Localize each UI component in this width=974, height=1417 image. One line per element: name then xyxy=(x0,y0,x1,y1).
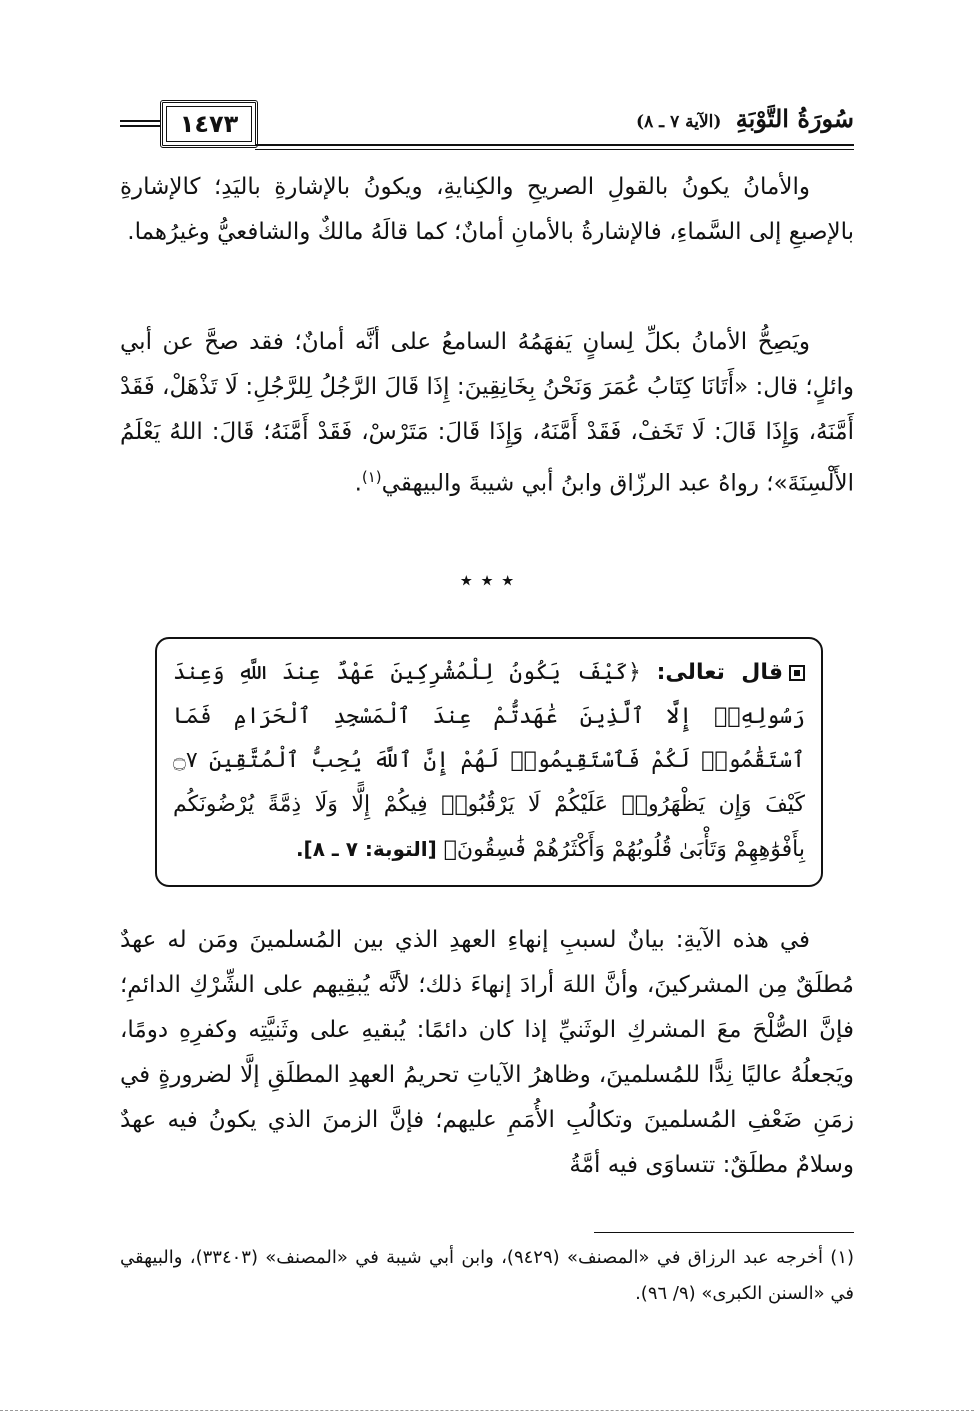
paragraph-2: ويَصِحُّ الأمانُ بكلِّ لِسانٍ يَفهَمُهُ السامعُ على أنَّه أمانٌ؛ فقد صحَّ عن أبي وائلٍ؛ قال: «أَتَانَا كِتَابُ عُمَرَ وَنَحْنُ بِخَانِقِينَ: إِذَا قَالَ الرَّجُلُ لِلرَّجُلِ: لَا تَذْهَلْ، فَقَدْ أَمَّنَهُ، وَإِذَا قَالَ: لَا تَخَفْ، فَقَدْ أَمَّنَهُ، وَإِذَا قَالَ: مَتَرْسْ، فَقَدْ أَمَّنَهُ؛ قَالَ: اللهُ يَعْلَمُ الأَلْسِنَةَ»؛ رواهُ عبد الرزّاق وابنُ أبي شيبةَ والبيهقي$^{(١)}$. xyxy=(120,329,854,497)
page-number-box xyxy=(160,100,258,148)
footnote-separator xyxy=(594,1232,854,1233)
footnote xyxy=(120,1240,854,1312)
ornament-icon xyxy=(789,665,805,681)
verse-text: ﴿كَيْفَ يَكُونُ لِلْمُشْرِكِينَ عَهْدٌ عِندَ اللَّهِ وَعِندَ رَسُولِهِۦٓ إِلَّا ٱلَّذِينَ عَٰهَدتُّمْ عِندَ ٱلْمَسْجِدِ ٱلْحَرَامِ فَمَا ٱسْتَقَٰمُوا۟ لَكُمْ فَٱسْتَقِيمُوا۟ لَهُمْ إِنَّ ٱللَّهَ يُحِبُّ ٱلْمُتَّقِينَ ۝٧ كَيْفَ وَإِن يَظْهَرُوا۟ عَلَيْكُمْ لَا يَرْقُبُوا۟ فِيكُمْ إِلًّا وَلَا ذِمَّةً يُرْضُونَكُم بِأَفْوَٰهِهِمْ وَتَأْبَىٰ قُلُوبُهُمْ وَأَكْثَرُهُمْ فَٰسِقُونَ﴾ xyxy=(173,660,805,862)
paragraph-1-text: والأمانُ يكونُ بالقولِ الصريحِ والكِنايةِ، ويكونُ بالإشارةِ باليَدِ؛ كالإشارةِ بالإصبعِ إلى السَّماءِ، فالإشارةُ بالأمانِ أمانٌ؛ كما قالَهُ مالكٌ والشافعيُّ وغيرُهما. xyxy=(120,174,854,245)
page-header xyxy=(120,100,854,156)
footnote-marker: (١) xyxy=(361,468,382,486)
paragraph-3 xyxy=(120,918,854,1188)
surah-title xyxy=(636,104,854,133)
paragraph-1 xyxy=(120,165,854,255)
verse-label: قال تعالى: xyxy=(656,660,783,685)
section-separator: ٭ ٭ ٭ xyxy=(459,566,515,594)
page-number: ١٤٧٣ xyxy=(179,110,239,138)
paragraph-3-text: في هذه الآيةِ: بيانٌ لسببِ إنهاءِ العهدِ الذي بين المُسلمينَ ومَن له عهدٌ مُطلَقٌ مِن المشركينَ، وأنَّ اللهَ أرادَ إنهاءَ ذلك؛ لأنَّه يُبقِيهم على الشِّرْكِ الدائمِ؛ فإنَّ الصُّلْحَ معَ المشركِ الوثَنيِّ إذا كان دائمًا: يُبقيهِ على وثَنيَّتِه وكفرِهِ دومًا، ويَجعلُهُ عاليًا نِدًّا للمُسلمينَ، وظاهرُ الآياتِ تحريمُ العهدِ المطلَقِ إلَّا لضرورةٍ في زمَنِ ضَعْفِ المُسلمينَ وتكالُبِ الأُمَمِ عليهم؛ فإنَّ الزمنَ الذي يكونُ فيه عهدٌ وسلامٌ مطلَقٌ: تتساوَى فيه أمَّةُ xyxy=(120,927,854,1178)
footnote-text: (١) أخرجه عبد الرزاق في «المصنف» (٩٤٢٩)، وابن أبي شيبة في «المصنف» (٣٣٤٠٣)، والبيهقي في «السنن الكبرى» (٩/ ٩٦). xyxy=(120,1247,855,1304)
quran-verse-box xyxy=(155,637,823,887)
verse-range: (الآية ٧ ـ ٨) xyxy=(636,112,722,132)
scan-edge-line xyxy=(0,1410,974,1411)
header-ornament-line xyxy=(120,120,160,127)
header-rule xyxy=(255,144,854,150)
surah-name: سُورَةُ التَّوْبَةِ xyxy=(735,104,854,133)
paragraph-2-text: ويَصِحُّ الأمانُ بكلِّ لِسانٍ يَفهَمُهُ السامعُ على أنَّه أمانٌ؛ فقد صحَّ عن أبي وائلٍ؛ قال: «أَتَانَا كِتَابُ عُمَرَ وَنَحْنُ بِخَانِقِينَ: إِذَا قَالَ الرَّجُلُ لِلرَّجُلِ: لَا تَذْهَلْ، فَقَدْ أَمَّنَهُ، وَإِذَا قَالَ: لَا تَخَفْ، فَقَدْ أَمَّنَهُ، وَإِذَا قَالَ: مَتَرْسْ، فَقَدْ أَمَّنَهُ؛ قَالَ: اللهُ يَعْلَمُ الأَلْسِنَةَ»؛ رواهُ عبد الرزّاق وابنُ أبي شيبةَ والبيهقي xyxy=(120,329,854,497)
verse-reference: [التوبة: ٧ ـ ٨]. xyxy=(295,837,437,861)
